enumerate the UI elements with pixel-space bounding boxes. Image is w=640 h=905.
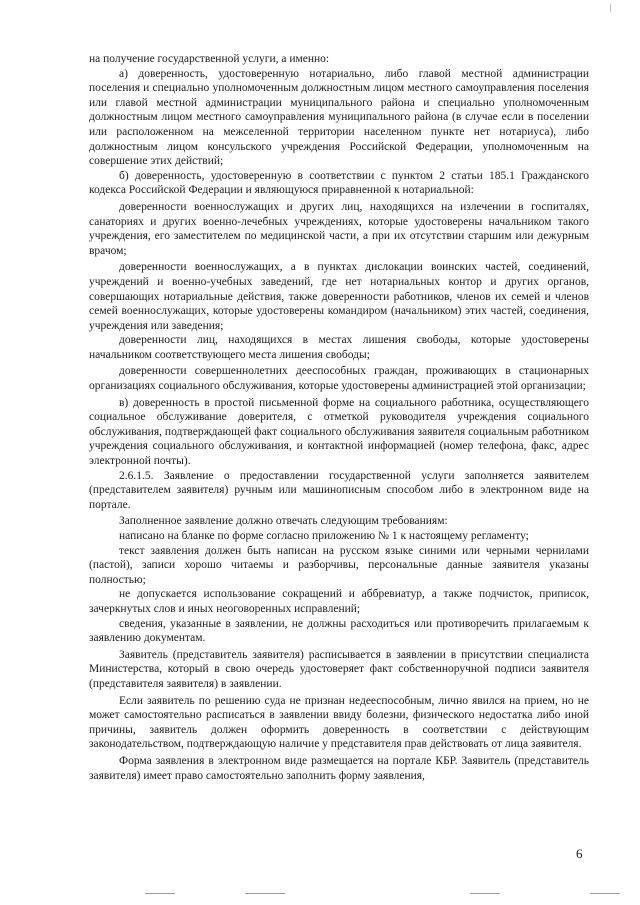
paragraph: текст заявления должен быть написан на русском языке синими или черными чернилами (пастой), записи хорошо читаемы и разборчивы, персональные данные заявителя указаны полностью;: [89, 544, 589, 586]
scan-artifact-line: [590, 893, 620, 894]
paragraph: а) доверенность, удостоверенную нотариально, либо главой местной администрации поселения и специально уполномоченным должностным лицом местного самоуправления поселения или главой местной администрации муниципального района и специально уполномоченным должностным лицом местного самоуправления муниципального района (в случае если в поселении или расположенном на межселенной территории населенном пункте нет нотариуса), либо должностным лицом консульского учреждения Российской Федерации, уполномоченным на совершение этих действий;: [89, 67, 589, 168]
paragraph: доверенности совершеннолетних дееспособных граждан, проживающих в стационарных организациях социального обслуживания, которые удостоверены администрацией этой организации;: [89, 365, 589, 393]
page-number: 6: [576, 846, 583, 861]
paragraph: сведения, указанные в заявлении, не должны расходиться или противоречить прилагаемым к заявлению документам.: [89, 617, 589, 645]
paragraph: доверенности военнослужащих и других лиц, находящихся на излечении в госпиталях, санаториях и других военно-лечебных учреждениях, которые удостоверены начальником такого учреждения, его заместителем по медицинской части, а при их отсутствии старшим или дежурным врачом;: [89, 200, 589, 257]
scan-artifact-line: [470, 893, 500, 894]
paragraph: 2.6.1.5. Заявление о предоставлении государственной услуги заполняется заявителем (представителем заявителя) ручным или машинописным способом либо в электронном виде на портале.: [89, 469, 589, 511]
document-body: [89, 52, 589, 783]
scan-artifact-line: [245, 893, 285, 894]
paragraph: не допускается использование сокращений и аббревиатур, а также подчисток, приписок, зачеркнутых слов и иных неоговоренных исправлений;: [89, 588, 589, 615]
paragraph: Заполненное заявление должно отвечать следующим требованиям:: [119, 515, 448, 528]
paragraph: в) доверенность в простой письменной форме на социального работника, осуществляющего социальное обслуживание доверителя, с отметкой руководителя учреждения социального обслуживания, подтверждающей факт социального обслуживания заявителя социальным работником учреждения социального обслуживания, и контактной информацией (номер телефона, факс, адрес электронной почты).: [89, 396, 589, 468]
paragraph: Если заявитель по решению суда не признан недееспособным, лично явился на прием, но не может самостоятельно расписаться в заявлении ввиду болезни, физического недостатка либо иной причины, заявитель должен оформить доверенность в соответствии с действующим законодательством, подтверждающую наличие у представителя прав действовать от лица заявителя.: [89, 694, 589, 751]
scan-edge-mark: [610, 4, 611, 12]
paragraph: на получение государственной услуги, а именно:: [89, 53, 330, 65]
paragraph: б) доверенность, удостоверенную в соответствии с пунктом 2 статьи 185.1 Гражданского кодекса Российской Федерации и являющуюся приравненной к нотариальной:: [89, 169, 589, 197]
paragraph: доверенности военнослужащих, а в пунктах дислокации воинских частей, соединений, учреждений и военно-учебных заведений, где нет нотариальных контор и других органов, совершающих нотариальные действия, также доверенности работников, членов их семей и членов семей военнослужащих, которые удостоверены командиром (начальником) этих частей, соединения, учреждения или заведения;: [89, 261, 589, 332]
paragraph: Форма заявления в электронном виде размещается на портале КБР. Заявитель (представитель заявителя) имеет право самостоятельно заполнить форму заявления,: [89, 754, 589, 782]
scan-artifact-line: [145, 893, 175, 894]
paragraph: доверенности лиц, находящихся в местах лишения свободы, которые удостоверены начальником соответствующего места лишения свободы;: [89, 334, 589, 361]
paragraph: Заявитель (представитель заявителя) расписывается в заявлении в присутствии специалиста Министерства, который в свою очередь удостоверяет факт собственноручной подписи заявителя (представителя заявителя) в заявлении.: [89, 648, 589, 690]
paragraph: написано на бланке по форме согласно приложению № 1 к настоящему регламенту;: [119, 530, 529, 542]
